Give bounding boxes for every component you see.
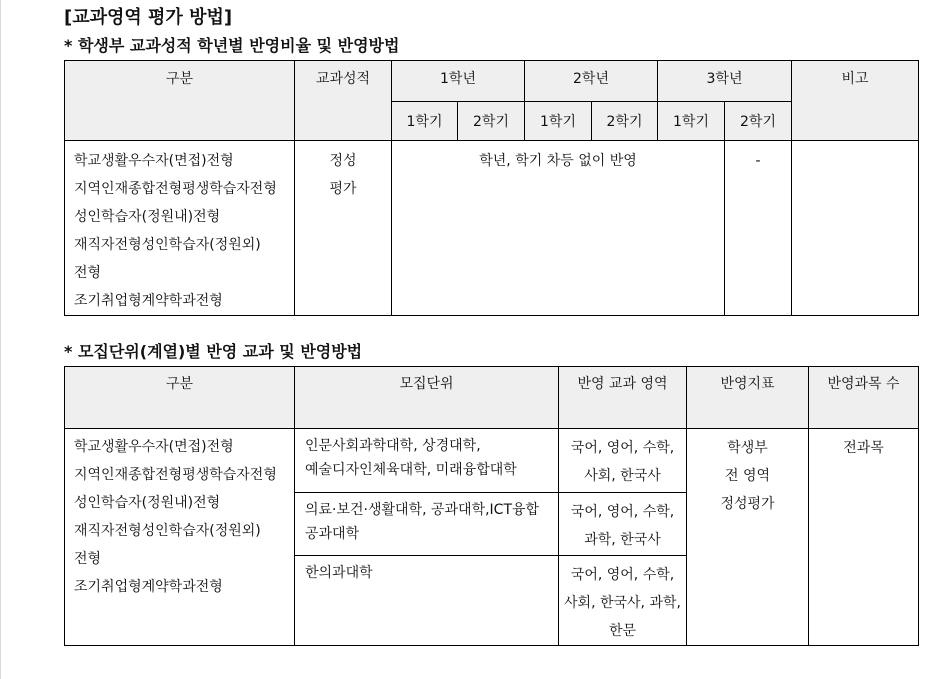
track-list-cell (65, 429, 295, 646)
section1-heading: * 학생부 교과성적 학년별 반영비율 및 반영방법 (64, 36, 400, 55)
header-year1-sem1: 1학기 (392, 102, 458, 141)
index-cell (687, 429, 809, 646)
subject-line: 국어, 영어, 수학, (570, 504, 675, 520)
track-item: 성인학습자(정원내)전형 (74, 495, 221, 511)
unit-cell (295, 493, 559, 556)
unit-line: 의료·보건·생활대학, 공과대학,ICT융합 (305, 502, 540, 518)
header-year3-sem1: 1학기 (658, 102, 725, 141)
page-left-border (0, 0, 1, 679)
unit-line: 예술디자인체육대학, 미래융합대학 (305, 462, 517, 478)
header-year1: 1학년 (392, 61, 525, 102)
header-subjects: 반영 교과 영역 (559, 367, 687, 429)
header-year2-sem1: 1학기 (525, 102, 592, 141)
subject-line: 국어, 영어, 수학, (570, 440, 675, 456)
header-category: 구분 (65, 367, 295, 429)
page-title: [교과영역 평가 방법] (64, 7, 233, 28)
track-item: 지역인재종합전형평생학습자전형 (74, 181, 277, 197)
subject-reflection-table (64, 366, 919, 646)
header-year2-sem2: 2학기 (592, 102, 658, 141)
track-item: 재직자전형성인학습자(정원외) (74, 523, 261, 539)
header-year3: 3학년 (658, 61, 792, 102)
year3-sem2-cell (725, 141, 792, 316)
track-item: 학교생활우수자(면접)전형 (74, 439, 234, 455)
track-list-cell (65, 141, 295, 316)
grade-weight-table (64, 60, 919, 316)
header-year3-sem2: 2학기 (725, 102, 792, 141)
unit-line: 인문사회과학대학, 상경대학, (305, 438, 481, 454)
subject-line: 사회, 한국사 (584, 468, 661, 484)
track-item: 학교생활우수자(면접)전형 (74, 153, 234, 169)
subjects-cell (559, 493, 687, 556)
evaluation-line: 평가 (329, 181, 357, 197)
header-year2: 2학년 (525, 61, 658, 102)
count-cell (809, 429, 919, 646)
header-grades: 교과성적 (295, 61, 392, 141)
unit-cell (295, 429, 559, 493)
section2-heading: * 모집단위(계열)별 반영 교과 및 반영방법 (64, 342, 363, 361)
unit-line: 공과대학 (305, 526, 360, 542)
subjects-cell (559, 429, 687, 493)
subject-line: 과학, 한국사 (584, 532, 661, 548)
track-item: 성인학습자(정원내)전형 (74, 209, 221, 225)
year3-sem2-value: - (755, 153, 761, 169)
subject-line: 사회, 한국사, 과학, (564, 595, 681, 611)
track-item: 재직자전형성인학습자(정원외) (74, 237, 261, 253)
header-year1-sem2: 2학기 (458, 102, 525, 141)
unit-cell (295, 556, 559, 646)
index-line: 전 영역 (724, 468, 771, 484)
header-remarks: 비고 (792, 61, 919, 141)
track-item: 전형 (74, 551, 102, 567)
count-value: 전과목 (843, 440, 884, 456)
header-unit: 모집단위 (295, 367, 559, 429)
track-item: 조기취업형계약학과전형 (74, 293, 223, 309)
index-line: 학생부 (727, 440, 768, 456)
track-item: 전형 (74, 265, 102, 281)
header-count: 반영과목 수 (809, 367, 919, 429)
evaluation-line: 정성 (329, 153, 357, 169)
unit-line: 한의과대학 (305, 565, 373, 581)
subjects-cell (559, 556, 687, 646)
track-item: 조기취업형계약학과전형 (74, 579, 223, 595)
header-category: 구분 (65, 61, 295, 141)
subject-line: 국어, 영어, 수학, (570, 567, 675, 583)
index-line: 정성평가 (720, 496, 775, 512)
reflection-note-cell (392, 141, 725, 316)
subject-line: 한문 (608, 623, 637, 639)
track-item: 지역인재종합전형평생학습자전형 (74, 467, 277, 483)
evaluation-cell (295, 141, 392, 316)
header-index: 반영지표 (687, 367, 809, 429)
remarks-cell (792, 141, 919, 316)
reflection-note: 학년, 학기 차등 없이 반영 (479, 153, 637, 169)
